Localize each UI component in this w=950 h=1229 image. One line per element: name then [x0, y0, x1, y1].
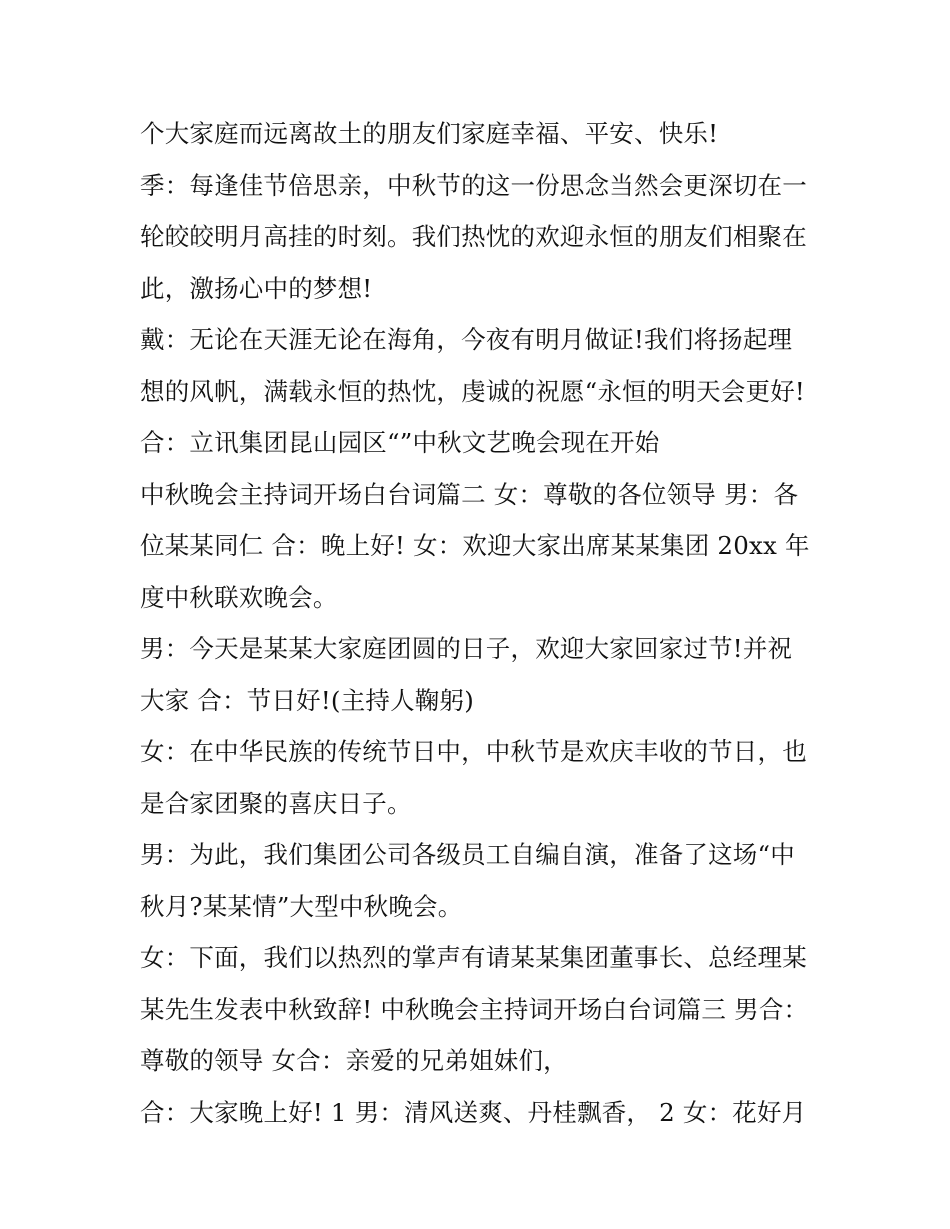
document-body: [140, 108, 840, 1138]
text-line: 女：在中华民族的传统节日中，中秋节是欢庆丰收的节日，也: [140, 737, 807, 766]
text-line: 季：每逢佳节倍思亲，中秋节的这一份思念当然会更深切在一: [140, 170, 807, 200]
text-line: 想的风帆，满载永恒的热忱，虔诚的祝愿“永恒的明天会更好!: [140, 376, 805, 406]
text-line: 是合家团聚的喜庆日子。: [140, 788, 412, 818]
text-line: 个大家庭而远离故土的朋友们家庭幸福、平安、快乐!: [140, 119, 719, 148]
text-line: 大家 合：节日好!(主持人鞠躬): [140, 685, 474, 715]
text-line: 位某某同仁 合：晚上好! 女：欢迎大家出席某某集团 20xx 年: [140, 531, 810, 560]
text-line: 尊敬的领导 女合：亲爱的兄弟姐妹们，: [140, 1046, 568, 1075]
text-line: 合：大家晚上好! 1 男：清风送爽、丹桂飘香， 2 女：花好月: [140, 1097, 807, 1127]
text-line: 轮皎皎明月高挂的时刻。我们热忱的欢迎永恒的朋友们相聚在: [140, 222, 807, 251]
text-line: 合：立讯集团昆山园区“”中秋文艺晚会现在开始: [140, 428, 660, 457]
text-line: 某先生发表中秋致辞! 中秋晚会主持词开场白台词篇三 男合：: [140, 994, 809, 1024]
text-line: 女：下面，我们以热烈的掌声有请某某集团董事长、总经理某: [140, 943, 807, 972]
text-line: 男：为此，我们集团公司各级员工自编自演，准备了这场“中: [140, 840, 795, 869]
text-line: 男：今天是某某大家庭团圆的日子，欢迎大家回家过节!并祝: [140, 634, 793, 663]
text-line: 戴：无论在天涯无论在海角，今夜有明月做证!我们将扬起理: [140, 325, 793, 354]
text-line: 度中秋联欢晚会。: [140, 582, 338, 612]
text-line: 中秋晚会主持词开场白台词篇二 女：尊敬的各位领导 男：各: [140, 479, 799, 509]
text-line: 秋月?某某情”大型中秋晚会。: [140, 891, 463, 921]
text-line: 此，激扬心中的梦想!: [140, 273, 373, 303]
